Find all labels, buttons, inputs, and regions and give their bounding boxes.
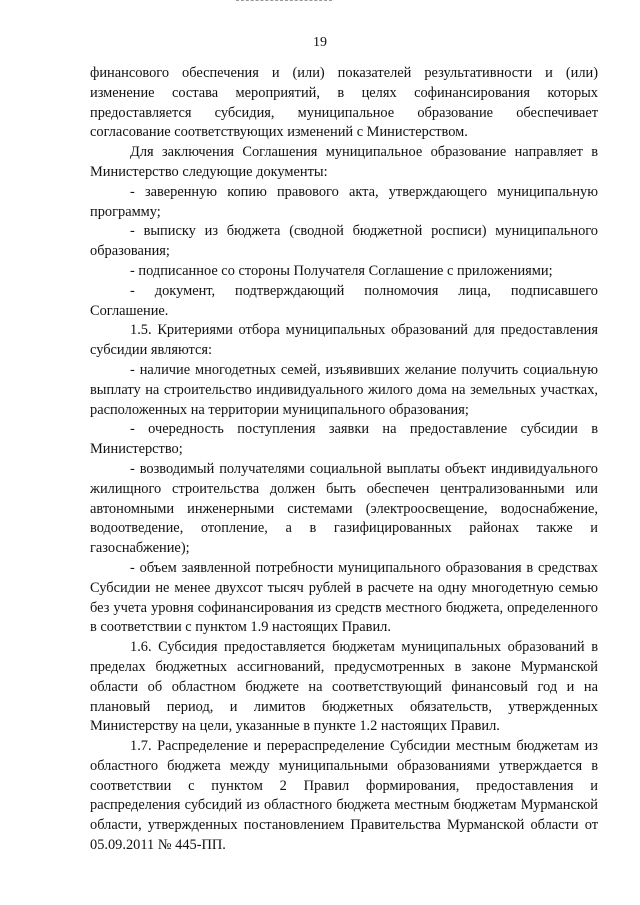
paragraph: финансового обеспечения и (или) показателей результативности и (или) изменение состава мероприятий, в целях софинансирования которых предоставляется субсидия, муниципальное образование обеспечивает согласование соответствующих изменений с Министерством. — [90, 65, 598, 141]
paragraph: Для заключения Соглашения муниципальное образование направляет в Министерство следующие документы: — [90, 144, 598, 180]
list-item: - подписанное со стороны Получателя Соглашение с приложениями; — [130, 262, 553, 279]
list-item: - заверенную копию правового акта, утверждающего муниципальную программу; — [90, 183, 598, 220]
section-1-6: 1.6. Субсидия предоставляется бюджетам муниципальных образований в пределах бюджетных ассигнований, предусмотренных в законе Мурманской области об областном бюджете на соответствующий финансовый год и на плановый период, и лимитов бюджетных обязательств, утвержденных Министерству на цели, указанные в пункте 1.2 настоящих Правил. — [90, 639, 598, 735]
list-item: - документ, подтверждающий полномочия лица, подписавшего Соглашение. — [90, 282, 598, 319]
list-item: - возводимый получателями социальной выплаты объект индивидуального жилищного строительства должен быть обеспечен централизованными или автономными инженерными системами (электроосвещение, водоснабжение, водоотведение, отопление, а в газифицированных районах также и газоснабжение); — [90, 460, 598, 557]
page-number: 19 — [313, 35, 327, 50]
list-item: - наличие многодетных семей, изъявивших желание получить социальную выплату на строительство индивидуального жилого дома на земельных участках, расположенных на территории муниципального образования; — [90, 361, 598, 418]
list-item: - объем заявленной потребности муниципального образования в средствах Субсидии не менее двухсот тысяч рублей в расчете на одну многодетную семью без учета уровня софинансирования из средств местного бюджета, определенного в соответствии с пунктом 1.9 настоящих Правил. — [90, 559, 598, 636]
list-item: - очередность поступления заявки на предоставление субсидии в Министерство; — [90, 421, 598, 458]
section-1-7: 1.7. Распределение и перераспределение Субсидии местным бюджетам из областного бюджета между муниципальными образованиями утверждается в соответствии с пунктом 2 Правил формирования, предоставления и распределения субсидий из областного бюджета местным бюджетам Мурманской области, утвержденных постановлением Правительства Мурманской области от 05.09.2011 № 445-ПП. — [90, 738, 598, 854]
list-item: - выписку из бюджета (сводной бюджетной росписи) муниципального образования; — [90, 223, 598, 260]
document-body — [90, 64, 598, 856]
scan-header-mark — [236, 0, 332, 3]
section-1-5: 1.5. Критериями отбора муниципальных образований для предоставления субсидии являются: — [90, 322, 598, 359]
